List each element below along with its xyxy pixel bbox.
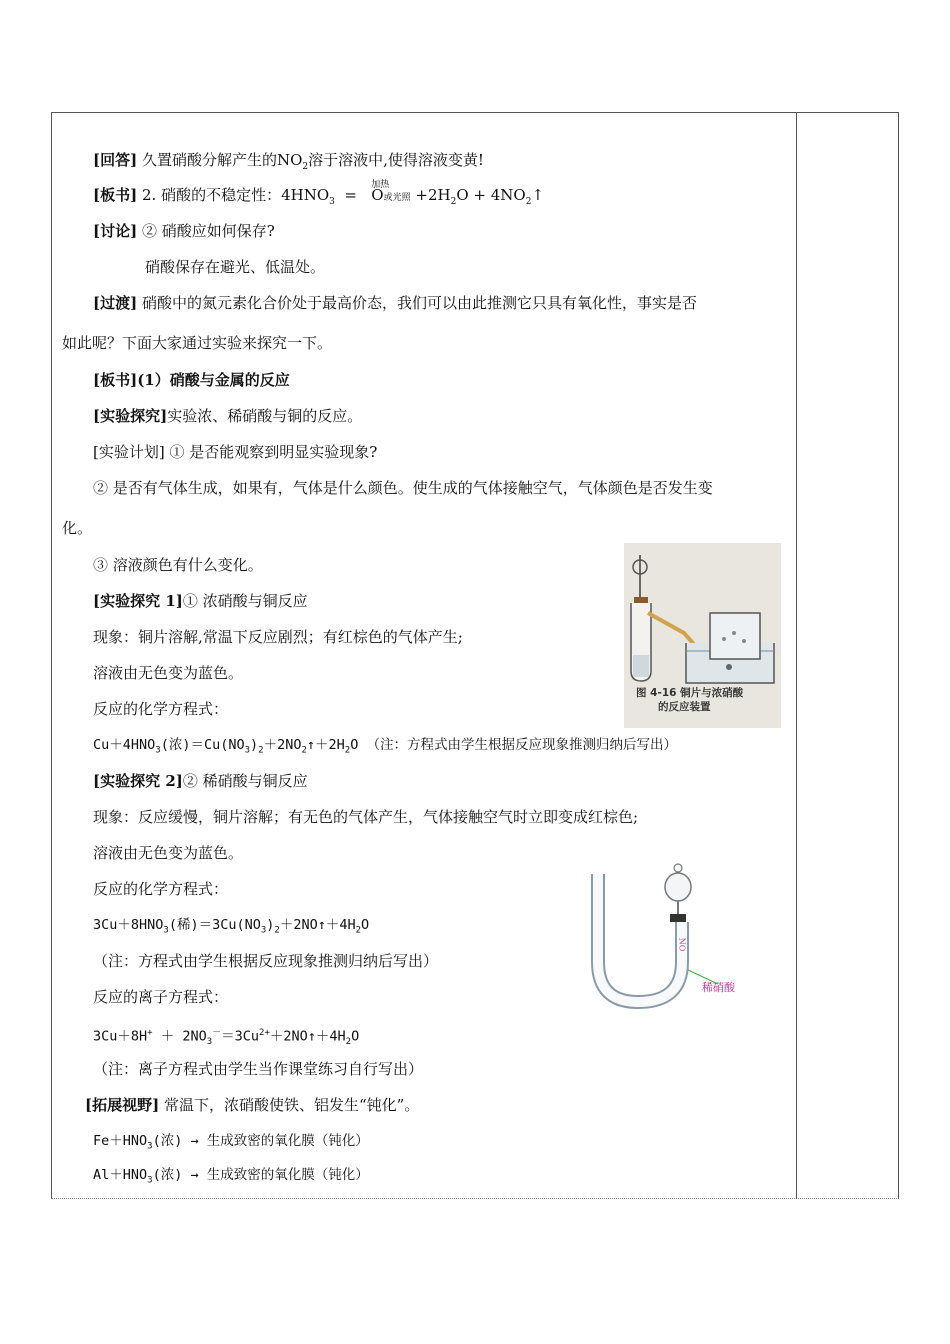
experiment-2-equation: $3Cu+8HNO_3$(稀)$=3Cu(NO_3)_2+2NO↑+4H_2O$ bbox=[93, 917, 370, 936]
ionic-equation: $3Cu+8H^+ + 2NO_3^-=3Cu^{2+}+2NO↑+4H_2O$ bbox=[93, 1028, 360, 1048]
answer-line: [回答] 久置硝酸分解产生的$NO_2$溶于溶液中,使得溶液变黄! bbox=[93, 151, 484, 172]
figure-concentrated-acid-apparatus bbox=[624, 543, 781, 728]
transition-line-cont: 如此呢？下面大家通过实验来探究一下。 bbox=[62, 334, 333, 352]
plan-item-2: ② 是否有气体生成，如果有，气体是什么颜色。使生成的气体接触空气，气体颜色是否发生变 bbox=[93, 479, 713, 497]
experiment-2-phenomenon: 现象：反应缓慢，铜片溶解；有无色的气体产生，气体接触空气时立即变成红棕色; bbox=[93, 808, 639, 826]
experiment-explore-line: [实验探究]实验浓、稀硝酸与铜的反应。 bbox=[93, 407, 363, 425]
experiment-2-note: （注：方程式由学生根据反应现象推测归纳后写出） bbox=[93, 952, 439, 970]
board-line-instability: [板书] 2. 硝酸的不稳定性：$4HNO_3$ = 加热 O或光照 $+2H_2O$ + $4NO_2↑$ bbox=[93, 180, 545, 207]
experiment-2-title: [实验探究 2]② 稀硝酸与铜反应 bbox=[93, 772, 308, 790]
experiment-1-phenomenon: 现象：铜片溶解,常温下反应剧烈；有红棕色的气体产生; bbox=[93, 628, 463, 646]
transition-line: [过渡] 硝酸中的氮元素化合价处于最高价态，我们可以由此推测它只具有氧化性，事实是否 bbox=[93, 294, 697, 312]
figure-u-tube-apparatus bbox=[590, 862, 760, 1012]
tube-gas-label: NO bbox=[677, 937, 687, 952]
storage-answer: 硝酸保存在避光、低温处。 bbox=[145, 258, 326, 276]
extension-line: [拓展视野] 常温下，浓硝酸使铁、铝发生“钝化”。 bbox=[85, 1096, 420, 1114]
experiment-2-equation-label: 反应的化学方程式： bbox=[93, 880, 229, 898]
experiment-1-equation-label: 反应的化学方程式： bbox=[93, 700, 229, 718]
plan-item-2-cont: 化。 bbox=[62, 519, 93, 537]
reaction-condition: 加热 O或光照 bbox=[371, 180, 411, 204]
experiment-1-solution: 溶液由无色变为蓝色。 bbox=[93, 664, 244, 682]
passivation-aluminum: $Al+HNO_3$(浓) → 生成致密的氧化膜（钝化） bbox=[93, 1167, 369, 1186]
right-column-divider bbox=[796, 112, 797, 1199]
discussion-line: [讨论] ② 硝酸应如何保存? bbox=[93, 222, 275, 240]
board-line-metals: [板书](1）硝酸与金属的反应 bbox=[93, 371, 290, 389]
dilute-acid-label: 稀硝酸 bbox=[702, 981, 735, 994]
experiment-1-equation: $Cu+4HNO_3$(浓)$=Cu(NO_3)_2+2NO_2↑+2H_2O$ （注：方程式由学生根据反应现象推测归纳后写出） bbox=[93, 737, 677, 756]
passivation-iron: $Fe+HNO_3$(浓) → 生成致密的氧化膜（钝化） bbox=[93, 1133, 369, 1152]
ionic-equation-label: 反应的离子方程式： bbox=[93, 988, 229, 1006]
plan-item-3: ③ 溶液颜色有什么变化。 bbox=[93, 556, 263, 574]
ionic-equation-note: （注：离子方程式由学生当作课堂练习自行写出） bbox=[93, 1060, 424, 1078]
experiment-1-title: [实验探究 1]① 浓硝酸与铜反应 bbox=[93, 592, 308, 610]
figure-caption: 图 4-16 铜片与浓硝酸 的反应装置 bbox=[636, 687, 744, 713]
experiment-plan-line: [实验计划] ① 是否能观察到明显实验现象? bbox=[93, 443, 378, 461]
experiment-2-solution: 溶液由无色变为蓝色。 bbox=[93, 844, 244, 862]
answer-tag: [回答] bbox=[93, 151, 138, 169]
